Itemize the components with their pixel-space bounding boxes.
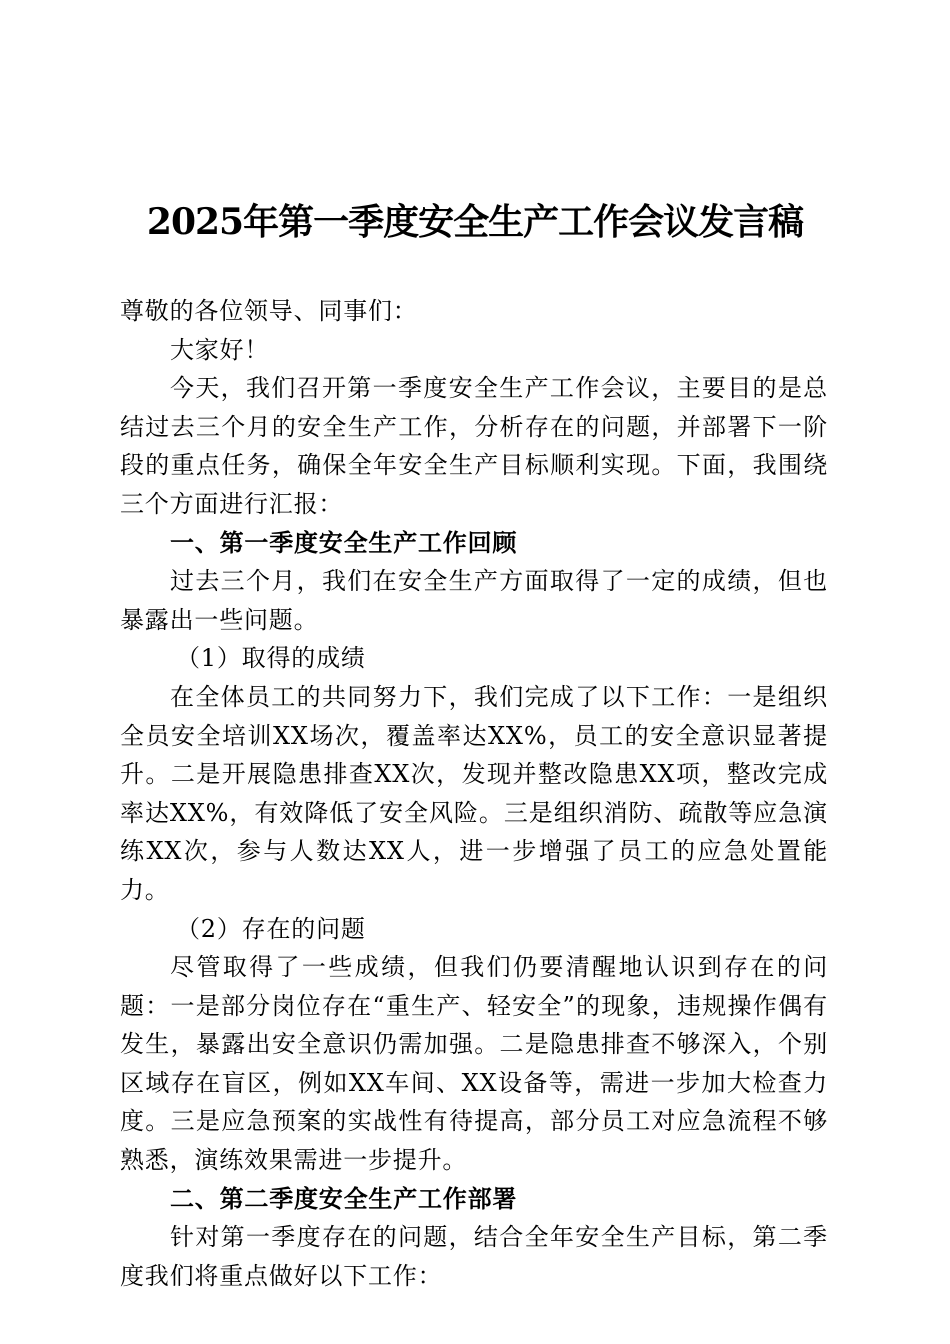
section-1-heading: 一、第一季度安全生产工作回顾 — [170, 527, 518, 557]
subsection-2-heading: （2）存在的问题 — [176, 914, 366, 943]
section-2-heading: 二、第二季度安全生产工作部署 — [170, 1183, 518, 1213]
section-1-intro: 过去三个月，我们在安全生产方面取得了一定的成绩，但也暴露出一些问题。 — [120, 567, 828, 634]
document-body — [120, 292, 828, 1295]
subsection-1-heading: （1）取得的成绩 — [176, 644, 366, 673]
section-2-intro: 针对第一季度存在的问题，结合全年安全生产目标，第二季度我们将重点做好以下工作： — [120, 1223, 828, 1290]
intro-paragraph: 今天，我们召开第一季度安全生产工作会议，主要目的是总结过去三个月的安全生产工作，分析存在的问题，并部署下一阶段的重点任务，确保全年安全生产目标顺利实现。下面，我围绕三个方面进行汇报： — [120, 374, 828, 518]
subsection-1-paragraph: 在全体员工的共同努力下，我们完成了以下工作：一是组织全员安全培训XX场次，覆盖率达XX%，员工的安全意识显著提升。二是开展隐患排查XX次，发现并整改隐患XX项，整改完成率达XX%，有效降低了安全风险。三是组织消防、疏散等应急演练XX次，参与人数达XX人，进一步增强了员工的应急处置能力。 — [120, 682, 828, 904]
salutation: 尊敬的各位领导、同事们： — [120, 297, 418, 325]
subsection-2-paragraph: 尽管取得了一些成绩，但我们仍要清醒地认识到存在的问题：一是部分岗位存在“重生产、轻安全”的现象，违规操作偶有发生，暴露出安全意识仍需加强。二是隐患排查不够深入，个别区域存在盲区，例如XX车间、XX设备等，需进一步加大检查力度。三是应急预案的实战性有待提高，部分员工对应急流程不够熟悉，演练效果需进一步提升。 — [120, 953, 828, 1175]
greeting: 大家好！ — [170, 335, 270, 364]
document-title: 2025年第一季度安全生产工作会议发言稿 — [146, 201, 804, 243]
